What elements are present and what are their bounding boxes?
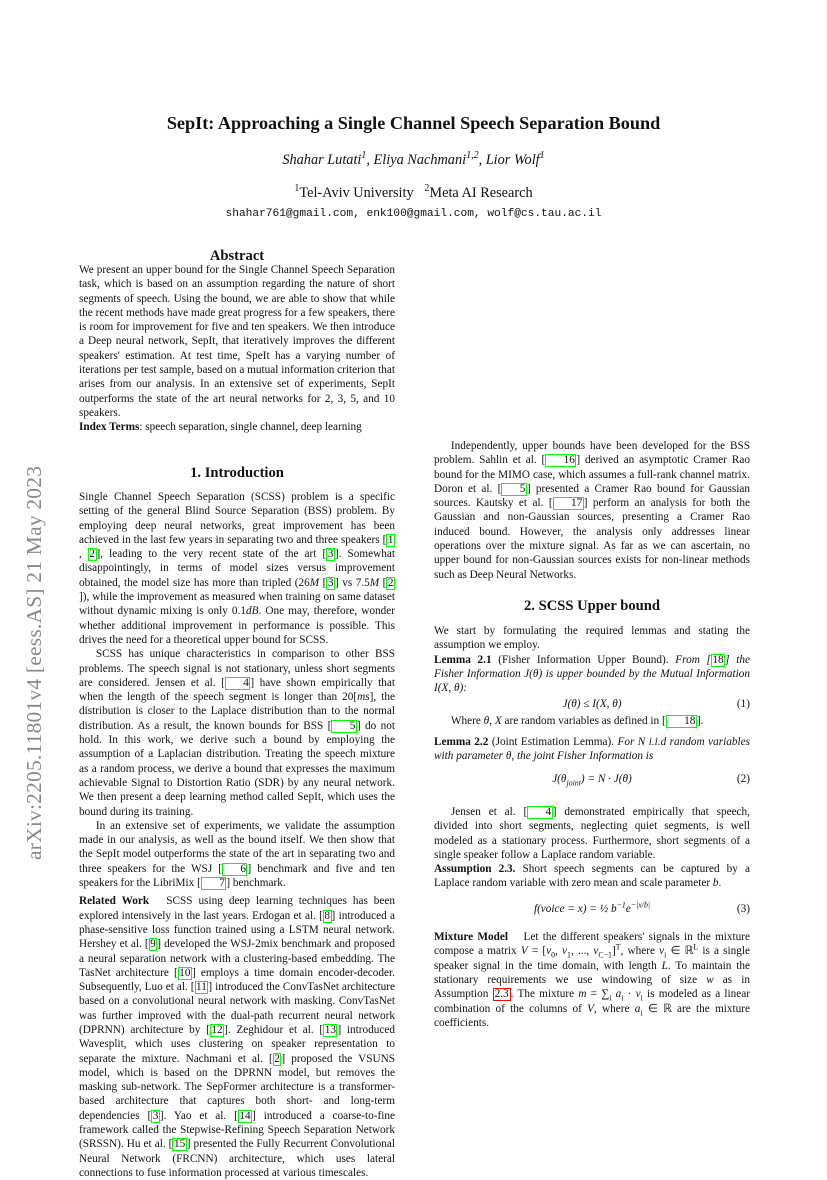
equation-1 — [434, 697, 750, 711]
bold-text: Lemma 2.2 — [434, 736, 489, 749]
abstract-heading: Abstract — [209, 248, 265, 264]
citation-link[interactable]: 8 — [324, 909, 331, 922]
citation-link[interactable]: 4 — [225, 677, 251, 690]
subscript: 0 — [551, 950, 556, 960]
section2-body — [434, 624, 750, 1030]
eq-lhs: J(θ — [552, 772, 567, 785]
italic-text: M — [369, 576, 380, 589]
eq-sub: joint — [566, 777, 581, 787]
italic-text: M — [309, 576, 320, 589]
lemma-2-1: Lemma 2.1 (Fisher Information Upper Bound). From [ 18 ] the Fisher Information J(θ) is upper bounded by the Mutual Information I(X, θ): — [434, 653, 750, 695]
italic-text: L — [661, 959, 668, 972]
italic-text: From [ — [675, 653, 711, 666]
citation-link[interactable]: 2 — [387, 576, 394, 589]
affiliation-name: Tel-Aviv University — [299, 185, 414, 201]
affiliation-number: 2 — [424, 183, 430, 195]
italic-text: m — [578, 988, 587, 1001]
affiliation-number: 1 — [294, 183, 300, 195]
superscript: T — [615, 942, 621, 952]
citation-link[interactable]: 4 — [527, 806, 553, 819]
citation-link[interactable]: 14 — [239, 1109, 251, 1122]
affiliation-name: Meta AI Research — [429, 185, 533, 201]
paper-title: SepIt: Approaching a Single Channel Speech Separation Bound — [166, 113, 661, 133]
citation-link[interactable]: 3 — [152, 1109, 159, 1122]
italic-text: V — [587, 1002, 594, 1015]
equation-2 — [434, 772, 750, 786]
paragraph: Jensen et al. [ 4 ] demonstrated empirically that speech, divided into short segments, neglecting quiet segments, is well modeled as a stationary process. Furthermore, short segments of a single speaker follow a Laplace random variable. — [434, 805, 750, 861]
italic-text: V — [520, 945, 528, 958]
author-name: Lior Wolf — [485, 152, 540, 168]
paragraph: SCSS has unique characteristics in comparison to other BSS problems. The speech signal is not stationary, unless short segments are considered. Jensen et al. [ 4 ] have shown empirically that when the length of the speech segment is longer than 20[ms], the distribution is closer to the Laplace distribution than to the normal distribution. As a result, the known bounds for BSS [ 5 ] do not hold. In this work, we derive such a bound by employing the assumption of a Laplacian distribution. Treating the speech mixture as a random process, we derive a bound that expresses the maximum achievable Signal to Distortion Ratio (SDR) by any neural network. We then present a deep learning method called SepIt, which uses the bound during its training. — [79, 648, 396, 818]
abstract-text: We present an upper bound for the Single Channel Speech Separation task, which is based on an assumption regarding the nature of short segments of speech. Using the bound, we are able to show that while the recent methods have made great progress for a few speakers, there is room for improvement for five and ten speakers. We then introduce a Deep neural network, SepIt, that iteratively improves the different speakers' estimation. At test time, SpeIt has a varying number of iterations per test sample, based on a mutual information criterion that arises from our analysis. In an extensive set of experiments, SepIt outperforms the state of the art neural networks for 2, 3, 5, and 10 speakers. — [79, 264, 395, 419]
italic-text: b — [712, 877, 719, 890]
italic-text: a — [634, 1002, 641, 1015]
author-affiliation: 1,2 — [466, 150, 479, 162]
affiliations — [0, 185, 827, 202]
italic-text: a — [615, 988, 622, 1001]
equation-number: (1) — [736, 698, 750, 711]
cross-reference-link[interactable]: 2.3 — [494, 988, 509, 1001]
citation-link[interactable]: 7 — [201, 877, 227, 890]
citation-link[interactable]: 2 — [274, 1052, 280, 1065]
citation-link[interactable]: 11 — [196, 981, 207, 994]
equation-expression: J(θ) ≤ I(X, θ) — [562, 698, 622, 711]
italic-text: ] the Fisher Information J(θ) is upper bounded by the Mutual Information I(X, θ): — [434, 653, 750, 695]
subscript: C−1 — [598, 950, 612, 960]
italic-text: v — [562, 945, 568, 958]
paragraph: Independently, upper bounds have been developed for the BSS problem. Sahlin et al. [ 16 ] derived an asymptotic Cramer Rao bound for the MIMO case, which assumes a full-rank channel matrix. Doron et al. [ 5 ] presented a Cramer Rao bound for Gaussian sources. Kautsky et al. [ 17 ] perform an analysis for both the Gaussian and non-Gaussian sources, presenting a Cramer Rao induced bound. However, the analysis only addresses linear operations over the mixture signal. As far as we can ascertain, no upper bound for non-Gaussian sources exists for non-linear methods such as Deep Neural Networks. — [434, 440, 750, 581]
author-affiliation: 1 — [539, 150, 545, 162]
subscript: i — [621, 993, 624, 1003]
subscript: i — [640, 1007, 643, 1017]
citation-link[interactable]: 1 — [387, 533, 394, 546]
author-list: Shahar Lutati$^1$, Eliya Nachmani$^{1,2}$, Lior Wolf$^1$ — [282, 150, 545, 168]
subscript: 1 — [567, 950, 571, 960]
paragraph: In an extensive set of experiments, we validate the assumption made in our analysis, as well as the bound itself. We then show that the SepIt model outperforms the state of the art in separating two and three speakers for the WSJ [ 6 ] benchmark and five and ten speakers for the LibriMix [ 7 ] benchmark. — [79, 819, 395, 890]
subscript: i — [609, 993, 612, 1003]
equation-expression — [552, 773, 632, 785]
italic-text: For N i.i.d random variables with parameter θ, the joint Fisher Information is — [434, 736, 750, 763]
eq-rhs: ) = N · J(θ) — [580, 772, 632, 785]
citation-link[interactable]: 3 — [327, 548, 334, 561]
paragraph: We start by formulating the required lemmas and stating the assumption we employ. — [434, 625, 750, 652]
author-name: Shahar Lutati — [282, 152, 362, 168]
section-heading-upper-bound: 2. SCSS Upper bound — [523, 598, 660, 614]
right-column-top — [434, 249, 750, 582]
italic-text: θ, X — [483, 714, 502, 727]
citation-link[interactable]: 16 — [545, 454, 576, 467]
citation-link[interactable]: 9 — [150, 938, 156, 951]
author-emails: shahar761@gmail.com, enk100@gmail.com, wolf@cs.tau.ac.il — [225, 208, 602, 220]
equation-expression — [533, 900, 651, 915]
eq-sup: −|x/b| — [630, 900, 651, 909]
assumption-2-3: Assumption 2.3. Short speech segments can be captured by a Laplace random variable with zero mean and scale parameter b. — [434, 863, 750, 890]
introduction-body — [79, 490, 396, 1179]
citation-link[interactable]: 2 — [89, 548, 96, 561]
subscript: i — [664, 950, 667, 960]
citation-link[interactable]: 17 — [553, 497, 584, 510]
italic-text: v — [593, 945, 599, 958]
abstract-body — [79, 263, 395, 435]
arxiv-identifier: arXiv:2205.11801v4 [eess.AS] 21 May 2023 — [22, 465, 46, 860]
superscript: L — [693, 942, 699, 952]
italic-text: dB — [246, 605, 259, 618]
citation-link[interactable]: 12 — [211, 1023, 223, 1036]
mixture-model-paragraph: Mixture Model Let the different speakers' signals in the mixture compose a matrix $V = [v_0$, $v_1$, ..., $v_{C-1}]^T$, where $v_i$ ∈ ℝ$^L$ is a single speaker signal in the time domain, with length L. To maintain the stationary requirements we use windowing of size w as in Assumption 2.3 . The mixture $m = \sum_i$ $a_i \cdot v_i$ is modeled as a linear combination of the columns of V, where $a_i$ ∈ ℝ are the mixture coefficients. — [434, 931, 751, 1029]
italic-text: v — [635, 988, 641, 1001]
citation-link[interactable]: 18 — [666, 715, 697, 728]
citation-link[interactable]: 15 — [173, 1138, 186, 1151]
bold-text: Lemma 2.1 — [434, 653, 492, 666]
italic-text: v — [659, 945, 665, 958]
italic-text: w — [706, 973, 714, 986]
author-name: Eliya Nachmani — [373, 152, 467, 168]
lemma-2-2: Lemma 2.2 (Joint Estimation Lemma). For N i.i.d random variables with parameter θ, the joint Fisher Information is — [434, 736, 750, 763]
equation-number: (3) — [736, 902, 750, 915]
citation-link[interactable]: 3 — [327, 576, 334, 589]
index-terms: Index Terms: speech separation, single channel, deep learning — [79, 421, 362, 434]
equation-number: (2) — [736, 772, 750, 785]
citation-link[interactable]: 6 — [222, 863, 248, 876]
italic-text: v — [546, 945, 552, 958]
citation-link[interactable]: 10 — [179, 966, 191, 979]
citation-link[interactable]: 18 — [712, 653, 724, 666]
bold-text: Index Terms — [79, 421, 140, 434]
eq-sup: −1 — [616, 900, 626, 909]
bold-text: Assumption 2.3. — [434, 863, 516, 876]
citation-link[interactable]: 5 — [331, 720, 357, 733]
section-heading-introduction: 1. Introduction — [190, 465, 284, 481]
citation-link[interactable]: 13 — [324, 1023, 336, 1036]
eq-lhs: f(voice = x) = ½ b — [533, 902, 617, 915]
italic-text: ms — [357, 691, 370, 704]
paragraph: Where θ, X are random variables as defined in [ 18 ]. — [450, 714, 704, 727]
paragraph: Single Channel Speech Separation (SCSS) problem is a specific setting of the general Blind Source Separation (BSS) problem. By employing deep neural networks, great improvement has been achieved in the last few years in separating two and three speakers [ 1, 2 ], leading to the very recent state of the art [ 3 ]. Somewhat disappointingly, in terms of model sizes versus improvement obtained, the model size has more than tripled (26M [ 3 ] vs 7.5M [ 2]), while the improvement as measured when training on same dataset without dynamic mixing is only 0.1dB. One may, therefore, wonder whether additional improvement in performance is possible. This drives the need for a theoretical upper bound for SCSS. — [79, 491, 395, 646]
equation-3 — [434, 902, 750, 916]
subscript: i — [640, 993, 643, 1003]
related-work-paragraph: Related Work SCSS using deep learning techniques has been explored intensively in the last years. Erdogan et al. [ 8 ] introduced a phase-sensitive loss function trained using a LSTM neural network. Hershey et al. [ 9 ] developed the WSJ-2mix benchmark and proposed a neural separation network with a clustering-based embedding. The TasNet architecture [ 10 ] employs a time domain encoder-decoder. Subsequently, Luo et al. [ 11 ] introduced the ConvTasNet architecture based on a convolutional neural network with masking. ConvTasNet was further improved with the dual-path recurrent neural network (DPRNN) architecture by [ 12 ]. Zeghidour et al. [ 13 ] introduced Wavesplit, which uses clustering on speaker representation to separate the mixture. Nachmani et al. [ 2 ] proposed the VSUNS model, which is based on the DPRNN model, but removes the masking sub-network. The SepFormer architecture is a transformer-based architecture that captures both short- and long-term dependencies [ 3 ]. Yao et al. [ 14 ] introduced a coarse-to-fine framework called the Stepwise-Refining Speech Separation Network (SRSSN). Hu et al. [ 15 ] presented the Fully Recurrent Convolutional Neural Network (FRCNN) architecture, which uses lateral connections to fuse information processed at various timescales. — [79, 895, 396, 1179]
bold-text: Related Work — [79, 895, 150, 908]
citation-link[interactable]: 5 — [501, 483, 527, 496]
bold-text: Mixture Model — [434, 931, 509, 944]
author-affiliation: 1 — [361, 150, 367, 162]
eq-e: e — [625, 902, 631, 915]
